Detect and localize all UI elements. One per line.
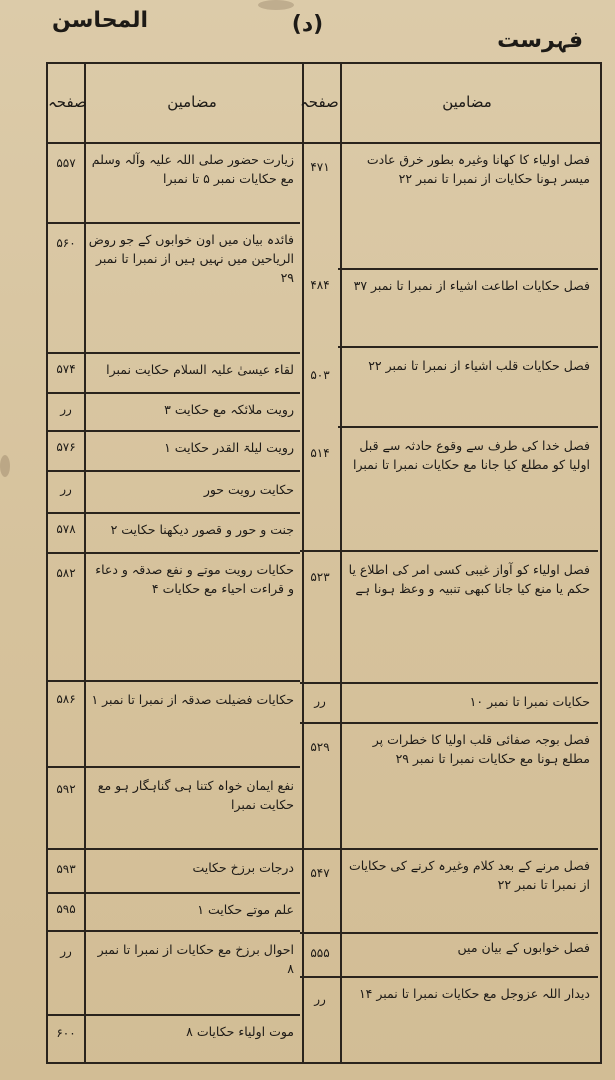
- row-rule: [300, 722, 598, 724]
- row-rule: [300, 682, 598, 684]
- row-rule: [48, 680, 300, 682]
- left-page-header: صفحہ: [48, 93, 87, 111]
- left-entry-topic: نفع ایمان خواہ کتنا ہی گناہگار ہو مع حکایت نمبرا: [97, 778, 294, 812]
- left-entry-page: رر: [60, 402, 72, 416]
- left-entry-page: ۵۷۸: [56, 522, 76, 536]
- left-entry-topic: زیارت حضور صلی اللہ علیہ وآلہ وسلم مع حکایات نمبر ۵ تا نمبرا: [91, 152, 294, 186]
- right-page-header: صفحہ: [300, 93, 339, 111]
- left-entry-page: ۵۸۶: [56, 692, 76, 706]
- left-entry-topic: رویت لیلۃ القدر حکایت ۱: [164, 440, 294, 455]
- left-entry-page: ۵۹۳: [56, 862, 76, 876]
- row-rule: [48, 1014, 300, 1016]
- paper-stain: [258, 0, 294, 10]
- paper-stain: [0, 455, 10, 477]
- left-entry-page: ۵۵۷: [56, 156, 76, 170]
- right-entry-page: رر: [314, 694, 326, 708]
- right-entry-page: ۵۲۳: [310, 570, 330, 584]
- right-entry-page: ۵۱۴: [310, 446, 330, 460]
- row-rule: [48, 766, 300, 768]
- right-entry-page: ۵۲۹: [310, 740, 330, 754]
- left-entry-topic: حکایات رویت موتے و نفع صدقہ و دعاء و قراءت احیاء مع حکایات ۴: [95, 562, 294, 596]
- row-rule: [48, 470, 300, 472]
- left-entry-page: رر: [60, 482, 72, 496]
- right-entry-topic: فصل حکایات قلب اشیاء از نمبرا تا نمبر ۲۲: [368, 358, 590, 373]
- right-entry-topic: فصل خدا کی طرف سے وقوع حادثہ سے قبل اولیا کو مطلع کیا جانا مع حکایات نمبرا تا نمبرا: [353, 438, 590, 472]
- right-entry-topic: فصل مرنے کے بعد کلام وغیرہ کرنے کی حکایات از نمبرا تا نمبر ۲۲: [348, 858, 590, 892]
- row-rule: [48, 552, 300, 554]
- left-entry-page: ۵۷۶: [56, 440, 76, 454]
- left-topics-header: مضامین: [167, 93, 217, 111]
- left-entry-topic: حکایت رویت حور: [203, 482, 294, 497]
- left-entry-topic: جنت و حور و قصور دیکھنا حکایت ۲: [110, 522, 294, 537]
- row-rule: [338, 426, 598, 428]
- header-rule: [48, 142, 600, 144]
- row-rule: [338, 268, 598, 270]
- left-entry-topic: حکایات فضیلت صدقہ از نمبرا تا نمبر ۱: [91, 692, 294, 707]
- column-divider: [302, 64, 304, 1062]
- row-rule: [48, 430, 300, 432]
- section-title: فہرست: [497, 28, 583, 53]
- row-rule: [300, 932, 598, 934]
- left-entry-page: ۵۹۲: [56, 782, 76, 796]
- right-entry-page: ۴۷۱: [310, 160, 330, 174]
- row-rule: [300, 848, 598, 850]
- row-rule: [48, 392, 300, 394]
- left-entry-topic: علم موتے حکایت ۱: [197, 902, 294, 917]
- left-entry-topic: احوال برزخ مع حکایات از نمبرا تا نمبر ۸: [97, 942, 294, 976]
- column-divider: [84, 64, 86, 1062]
- running-title: المحاسن: [52, 8, 149, 33]
- page-number: (د): [291, 12, 324, 37]
- right-entry-page: ۵۰۳: [310, 368, 330, 382]
- left-entry-topic: فائدہ بیان میں اون خوابوں کے جو روض الریاحین میں نہیں ہیں از نمبرا تا نمبر ۲۹: [88, 232, 294, 285]
- right-entry-topic: فصل اولیاء کا کھانا وغیرہ بطور خرق عادت میسر ہونا حکایات از نمبرا تا نمبر ۲۲: [366, 152, 590, 186]
- right-entry-topic: دیدار اللہ عزوجل مع حکایات نمبرا تا نمبر ۱۴: [358, 986, 590, 1001]
- row-rule: [338, 346, 598, 348]
- row-rule: [300, 550, 598, 552]
- column-divider: [340, 64, 342, 1062]
- right-entry-topic: فصل اولیاء کو آواز غیبی کسی امر کی اطلاع یا حکم یا منع کیا جانا کبھی تنبیہ و وعظ ہونا ہے: [348, 562, 590, 596]
- right-topics-header: مضامین: [442, 93, 492, 111]
- row-rule: [48, 848, 300, 850]
- row-rule: [48, 930, 300, 932]
- right-entry-topic: فصل بوجہ صفائی قلب اولیا کا خطرات پر مطلع ہونا مع حکایات نمبرا تا نمبر ۲۹: [372, 732, 590, 766]
- row-rule: [48, 222, 300, 224]
- right-entry-page: رر: [314, 992, 326, 1006]
- row-rule: [300, 976, 598, 978]
- left-entry-page: ۵۷۴: [56, 362, 76, 376]
- right-entry-page: ۴۸۴: [310, 278, 330, 292]
- left-entry-page: رر: [60, 944, 72, 958]
- left-entry-page: ۵۹۵: [56, 902, 76, 916]
- right-entry-topic: فصل خوابوں کے بیان میں: [457, 940, 590, 955]
- right-entry-page: ۵۴۷: [310, 866, 330, 880]
- left-entry-topic: رویت ملائکہ مع حکایت ۳: [164, 402, 294, 417]
- row-rule: [48, 352, 300, 354]
- right-entry-topic: فصل حکایات اطاعت اشیاء از نمبرا تا نمبر ۳۷: [353, 278, 590, 293]
- left-entry-page: ۶۰۰: [56, 1026, 76, 1040]
- left-entry-topic: لقاء عیسیٰ علیہ السلام حکایت نمبرا: [106, 362, 294, 377]
- right-entry-topic: حکایات نمبرا تا نمبر ۱۰: [469, 694, 590, 709]
- left-entry-topic: درجات برزخ حکایت: [192, 860, 294, 875]
- right-entry-page: ۵۵۵: [310, 946, 330, 960]
- left-entry-page: ۵۶۰: [56, 236, 76, 250]
- left-entry-page: ۵۸۲: [56, 566, 76, 580]
- row-rule: [48, 512, 300, 514]
- row-rule: [48, 892, 300, 894]
- left-entry-topic: موت اولیاء حکایات ۸: [186, 1024, 294, 1039]
